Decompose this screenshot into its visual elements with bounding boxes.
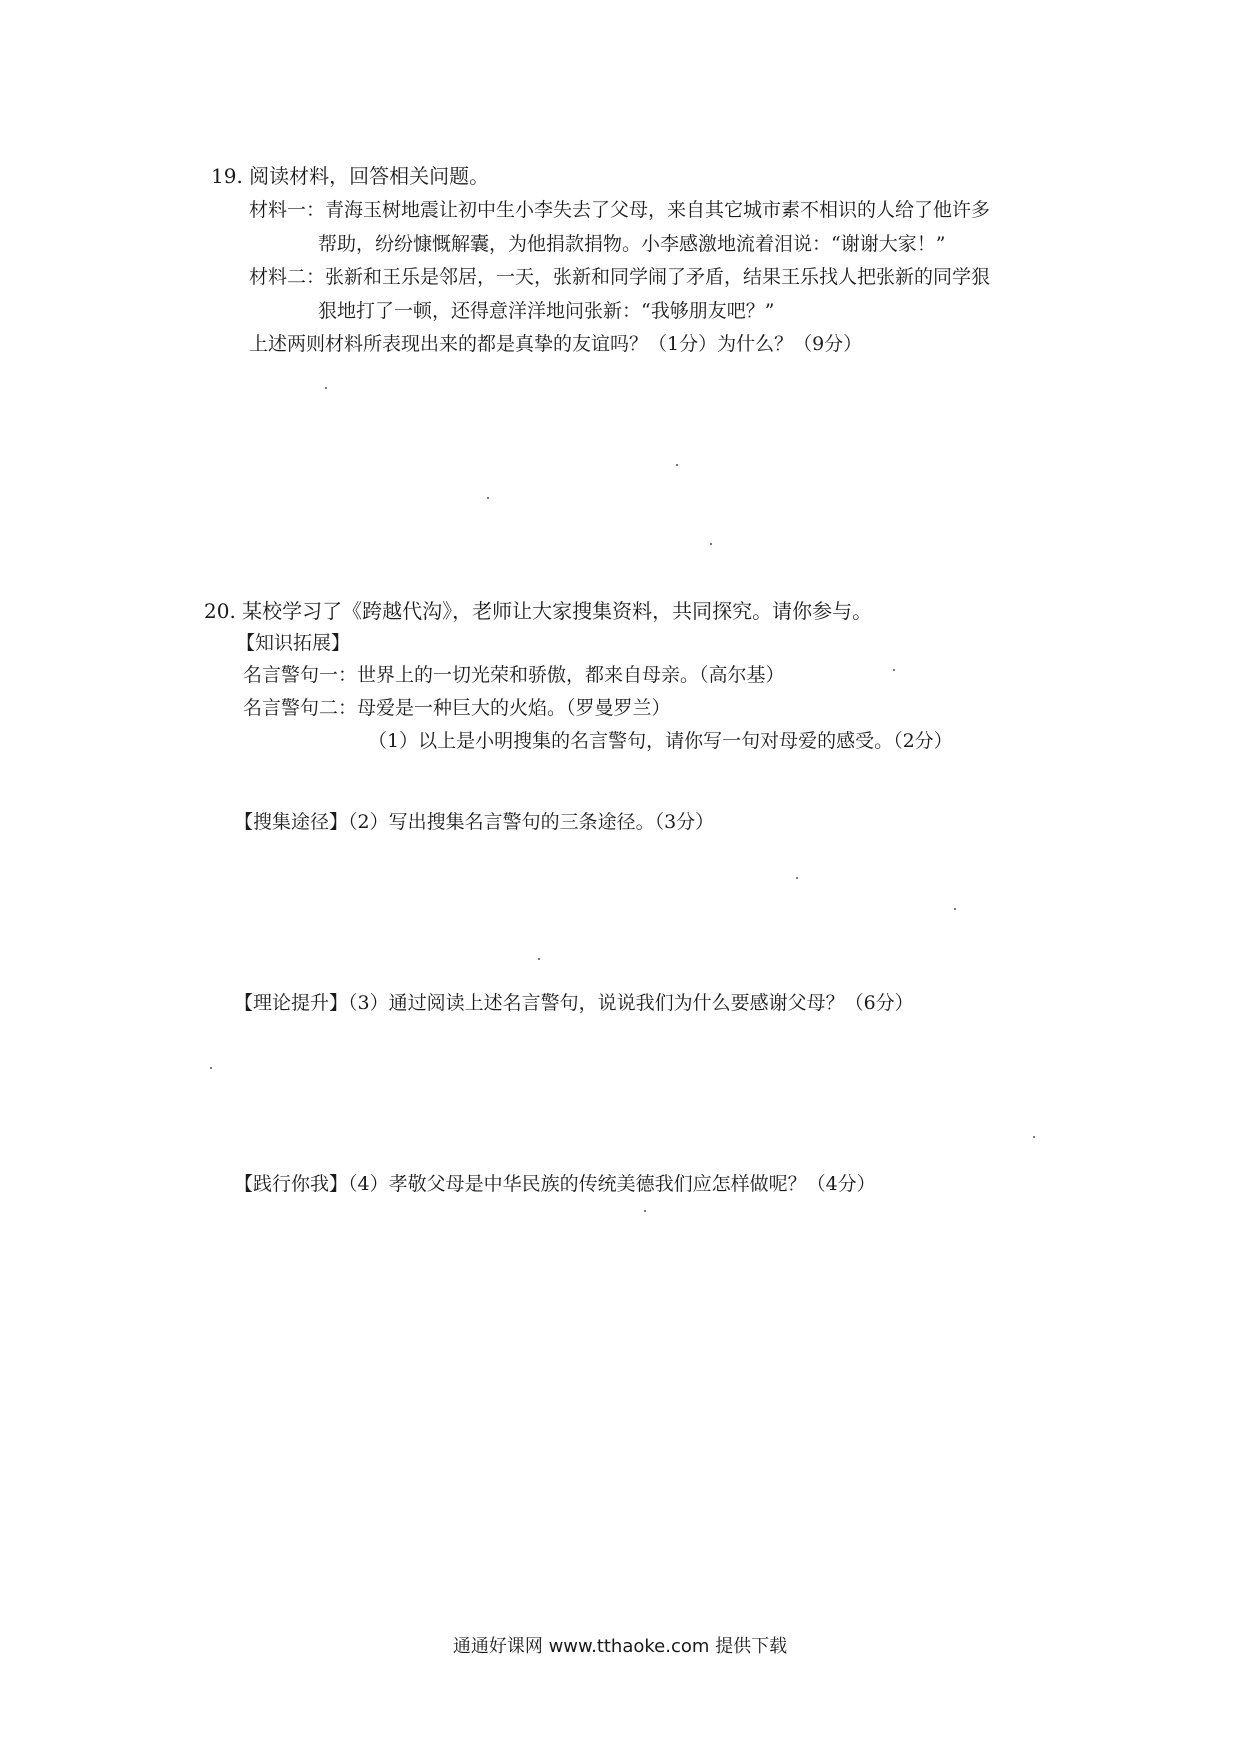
sub-question-1: （1）以上是小明搜集的名言警句，请你写一句对母爱的感受。（2分） xyxy=(368,730,953,752)
question-19-title: 19. 阅读材料，回答相关问题。 xyxy=(211,164,490,188)
scan-speck xyxy=(954,908,956,910)
quote-2: 名言警句二：母爱是一种巨大的火焰。（罗曼罗兰） xyxy=(243,697,671,719)
scan-speck xyxy=(893,669,895,671)
sub-question-2: 【搜集途径】（2）写出搜集名言警句的三条途径。（3分） xyxy=(234,811,715,833)
scan-speck xyxy=(676,464,678,466)
section-knowledge-heading: 【知识拓展】 xyxy=(236,632,351,654)
sub-question-4: 【践行你我】（4）孝敬父母是中华民族的传统美德我们应怎样做呢？（4分） xyxy=(234,1173,876,1195)
question-19-prompt: 上述两则材料所表现出来的都是真挚的友谊吗？（1分）为什么？（9分） xyxy=(249,333,863,355)
scan-speck xyxy=(710,543,712,545)
quote-1: 名言警句一：世界上的一切光荣和骄傲，都来自母亲。（高尔基） xyxy=(243,664,785,686)
scan-speck xyxy=(210,1067,212,1069)
sub-question-3: 【理论提升】（3）通过阅读上述名言警句，说说我们为什么要感谢父母？（6分） xyxy=(234,992,914,1014)
material-2-line-1: 材料二：张新和王乐是邻居，一天，张新和同学闹了矛盾，结果王乐找人把张新的同学狠 xyxy=(249,266,991,288)
scan-speck xyxy=(644,1210,646,1212)
material-1-line-1: 材料一：青海玉树地震让初中生小李失去了父母，来自其它城市素不相识的人给了他许多 xyxy=(249,199,991,221)
scan-speck xyxy=(538,958,540,960)
footer-credit: 通通好课网 www.tthaoke.com 提供下载 xyxy=(452,1636,788,1657)
scan-speck xyxy=(487,497,489,499)
question-20-title: 20. 某校学习了《跨越代沟》，老师让大家搜集资料，共同探究。请你参与。 xyxy=(204,599,873,623)
scan-speck xyxy=(325,387,327,389)
material-1-line-2: 帮助，纷纷慷慨解囊，为他捐款捐物。小李感激地流着泪说：“谢谢大家！” xyxy=(318,233,946,255)
material-2-line-2: 狠地打了一顿，还得意洋洋地问张新：“我够朋友吧？” xyxy=(318,300,775,322)
scan-speck xyxy=(796,877,798,879)
scan-speck xyxy=(1033,1136,1035,1138)
